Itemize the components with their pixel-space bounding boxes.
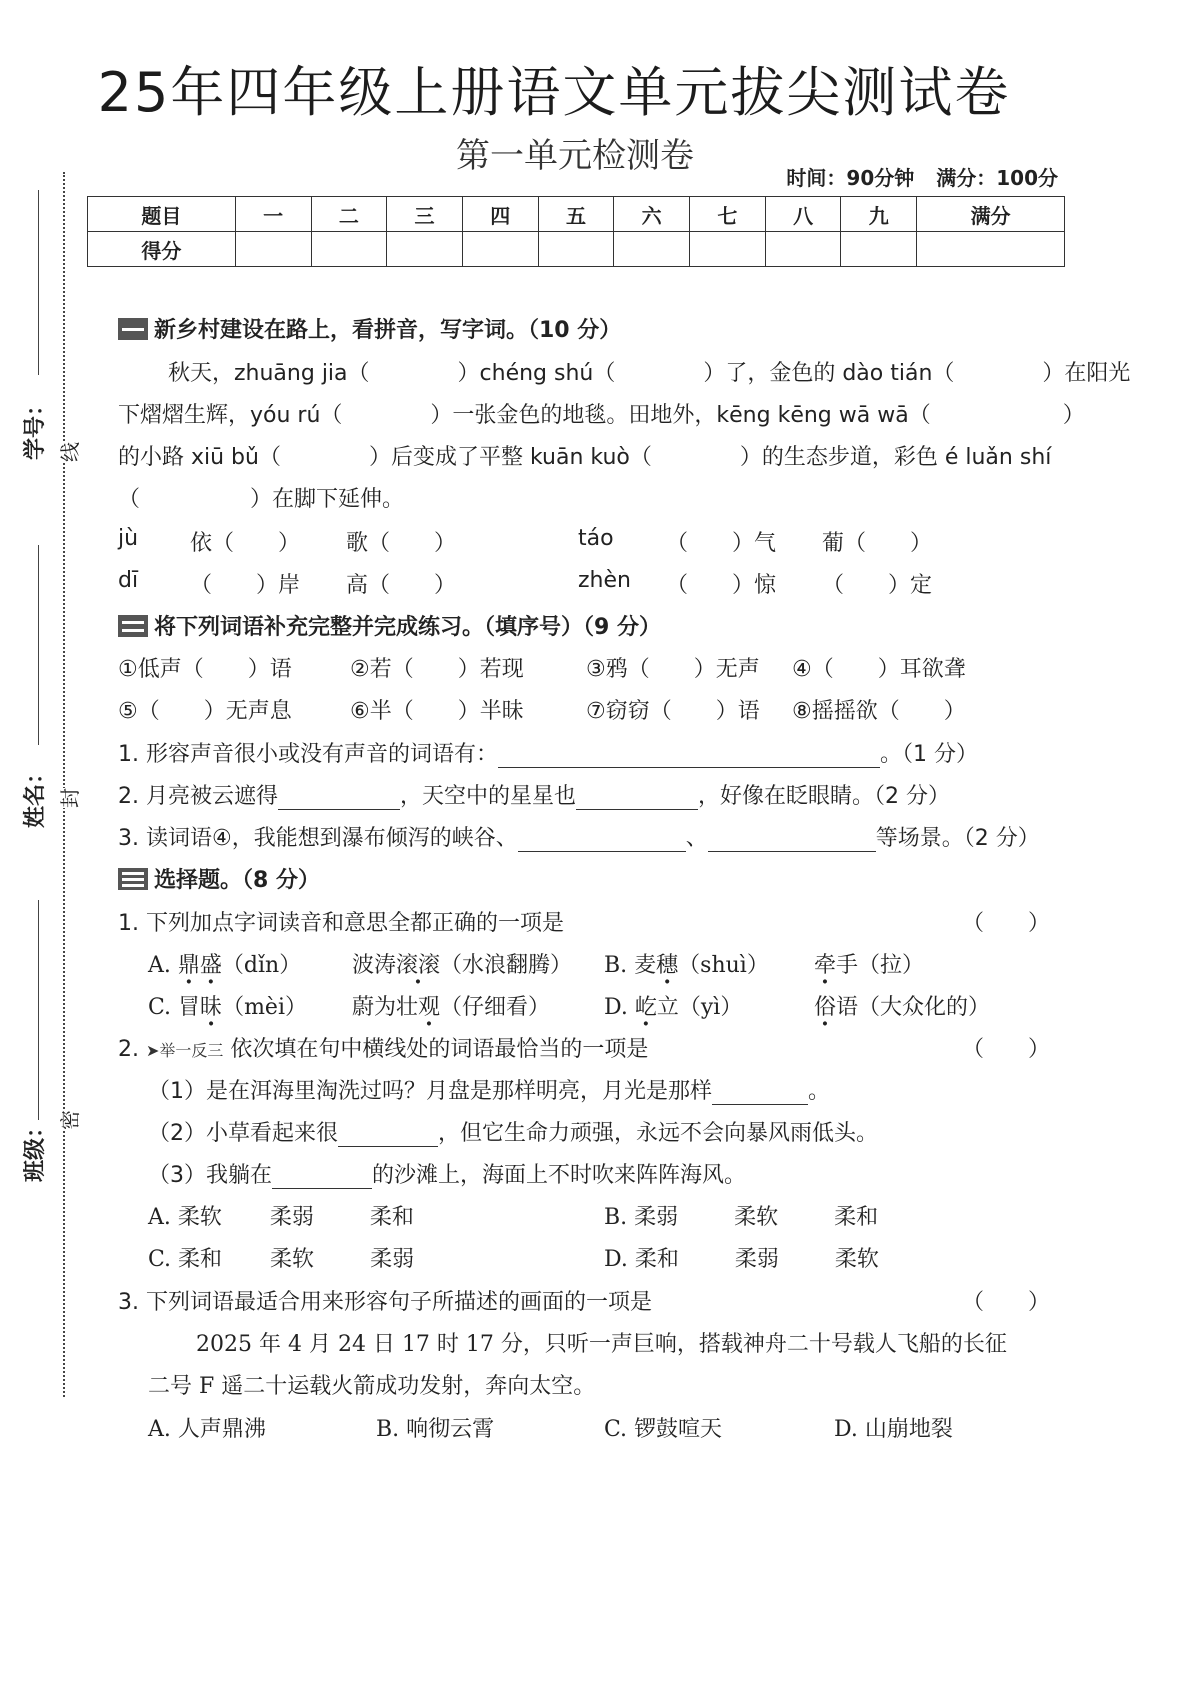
sentence-text: （3）我躺在 bbox=[148, 1163, 272, 1188]
option-word: C. 柔和 bbox=[148, 1247, 223, 1272]
answer-blank[interactable] bbox=[498, 745, 880, 768]
binding-word-seal: 封 bbox=[54, 788, 83, 808]
section1-line: 秋天，zhuāng jia（ ）chéng shú（ ）了，金色的 dào tián（ ）在阳光 bbox=[168, 361, 1131, 386]
option-text: 波涛 bbox=[352, 953, 397, 978]
answer-parentheses[interactable]: （ ） bbox=[961, 1290, 1050, 1315]
score-cell: 二 bbox=[311, 197, 387, 232]
dotted-char: 俗 bbox=[814, 995, 837, 1020]
score-cell: 题目 bbox=[88, 197, 236, 232]
dotted-char: 滚滚 bbox=[396, 953, 441, 978]
class-label: 班级： bbox=[23, 1115, 48, 1182]
choice-option-d[interactable] bbox=[604, 1242, 879, 1273]
answer-blank[interactable] bbox=[338, 1124, 438, 1147]
answer-blank[interactable] bbox=[576, 787, 698, 810]
question-text: ，好像在眨眼睛。（2 分） bbox=[698, 784, 950, 809]
section1-title: 新乡村建设在路上，看拼音，写字词。（10 分） bbox=[154, 318, 622, 343]
sentence-text: （2）小草看起来很 bbox=[148, 1121, 338, 1146]
choice-question-1-stem: 1. 下列加点字词读音和意思全都正确的一项是 bbox=[118, 911, 564, 936]
dotted-char: 穗 bbox=[656, 953, 679, 978]
option-text: （水浪翻腾） bbox=[440, 953, 573, 978]
option-text: 手（拉） bbox=[836, 953, 925, 978]
fill-item[interactable]: 高（ ） bbox=[346, 573, 457, 598]
choice-option-d[interactable]: D. 山崩地裂 bbox=[834, 1417, 953, 1442]
question-number: 2. bbox=[118, 1037, 139, 1062]
paper-title: 25年四年级上册语文单元拔尖测试卷 bbox=[97, 61, 1011, 124]
score-cell: 八 bbox=[765, 197, 841, 232]
idiom-item[interactable]: ②若（ ）若现 bbox=[350, 657, 524, 682]
score-cell: 五 bbox=[538, 197, 614, 232]
answer-blank[interactable] bbox=[272, 1166, 372, 1189]
score-cell: 九 bbox=[841, 197, 917, 232]
idiom-item[interactable]: ⑤（ ）无声息 bbox=[118, 699, 292, 724]
dotted-char: 昧 bbox=[200, 995, 223, 1020]
q2-sentence-1 bbox=[148, 1074, 830, 1105]
question-text: 3. 读词语④，我能想到瀑布倾泻的峡谷、 bbox=[118, 826, 518, 851]
idiom-item[interactable]: ①低声（ ）语 bbox=[118, 657, 292, 682]
option-text: B. 麦 bbox=[604, 953, 657, 978]
score-input-cell[interactable] bbox=[614, 232, 690, 267]
score-row-label: 得分 bbox=[88, 232, 236, 267]
idiom-item[interactable]: ⑦窃窃（ ）语 bbox=[586, 699, 760, 724]
score-cell: 四 bbox=[462, 197, 538, 232]
choice-option-a-2[interactable] bbox=[352, 948, 572, 979]
section1-line: 的小路 xiū bǔ（ ）后变成了平整 kuān kuò（ ）的生态步道，彩色 é luǎn shí bbox=[118, 445, 1052, 470]
choice-option-d-1[interactable] bbox=[604, 990, 742, 1021]
choice-option-b[interactable] bbox=[604, 1200, 878, 1231]
sentence-text: 。 bbox=[808, 1079, 831, 1104]
question-text: 、 bbox=[685, 826, 708, 851]
option-text: A. bbox=[148, 953, 178, 978]
choice-option-c[interactable] bbox=[148, 1242, 414, 1273]
choice-option-d-2[interactable] bbox=[814, 990, 990, 1021]
fill-item[interactable]: （ ）岸 bbox=[190, 573, 301, 598]
score-cell: 三 bbox=[387, 197, 463, 232]
option-word: 柔软 bbox=[270, 1247, 315, 1272]
fill-item[interactable]: 葡（ ） bbox=[822, 531, 933, 556]
answer-blank[interactable] bbox=[708, 829, 876, 852]
option-word: 柔和 bbox=[369, 1205, 414, 1230]
score-input-cell[interactable] bbox=[311, 232, 387, 267]
option-text: （仔细看） bbox=[440, 995, 551, 1020]
section1-line: （ ）在脚下延伸。 bbox=[118, 487, 405, 512]
section2-question-3 bbox=[118, 821, 1040, 852]
option-word: B. 柔弱 bbox=[604, 1205, 679, 1230]
choice-option-a[interactable] bbox=[148, 1200, 414, 1231]
student-id-answer-line[interactable] bbox=[38, 190, 39, 375]
choice-option-c[interactable]: C. 锣鼓喧天 bbox=[604, 1417, 723, 1442]
fill-item[interactable]: 歌（ ） bbox=[346, 531, 457, 556]
q3-passage-line: 2025 年 4 月 24 日 17 时 17 分，只听一声巨响，搭载神舟二十号载人飞船的长征 bbox=[196, 1332, 1007, 1357]
sentence-text: ，但它生命力顽强，永远不会向暴风雨低头。 bbox=[438, 1121, 879, 1146]
score-cell: 满分 bbox=[917, 197, 1065, 232]
option-text: 立（yì） bbox=[656, 995, 743, 1020]
question-text: ，天空中的星星也 bbox=[399, 784, 576, 809]
score-input-cell[interactable] bbox=[765, 232, 841, 267]
section-number-icon-two bbox=[118, 615, 148, 637]
option-text: （mèi） bbox=[222, 995, 307, 1020]
question-text: 依次填在句中横线处的词语最恰当的一项是 bbox=[230, 1037, 649, 1062]
dotted-char: 盛 bbox=[199, 953, 222, 978]
class-answer-line[interactable] bbox=[38, 900, 39, 1120]
option-text: 语（大众化的） bbox=[836, 995, 991, 1020]
question-text: 。（1 分） bbox=[880, 742, 978, 767]
option-word: 柔弱 bbox=[370, 1247, 415, 1272]
fill-item[interactable]: （ ）气 bbox=[666, 531, 777, 556]
score-input-cell[interactable] bbox=[917, 232, 1065, 267]
name-answer-line[interactable] bbox=[38, 545, 39, 745]
section1-title-row bbox=[118, 313, 621, 344]
choice-option-b-1[interactable] bbox=[604, 948, 769, 979]
score-input-cell[interactable] bbox=[235, 232, 311, 267]
score-input-cell[interactable] bbox=[841, 232, 917, 267]
pinyin-tao: táo bbox=[578, 526, 614, 551]
sentence-text: （1）是在洱海里淘洗过吗？月盘是那样明亮，月光是那样 bbox=[148, 1079, 712, 1104]
score-cell: 一 bbox=[235, 197, 311, 232]
option-text: C. 冒 bbox=[148, 995, 201, 1020]
name-label: 姓名： bbox=[23, 761, 48, 828]
question-text: 1. 形容声音很小或没有声音的词语有： bbox=[118, 742, 498, 767]
choice-option-b[interactable]: B. 响彻云霄 bbox=[376, 1417, 495, 1442]
q2-sentence-2 bbox=[148, 1116, 878, 1147]
dotted-char: 观 bbox=[418, 995, 441, 1020]
idiom-item[interactable]: ④（ ）耳欲聋 bbox=[792, 657, 966, 682]
time-limit: 时间：90分钟 bbox=[786, 166, 915, 190]
section1-line: 下熠熠生辉，yóu rú（ ）一张金色的地毯。田地外，kēng kēng wā wā（ ） bbox=[118, 403, 1085, 428]
score-cell: 六 bbox=[614, 197, 690, 232]
score-input-cell[interactable] bbox=[690, 232, 766, 267]
question-text: 2. 月亮被云遮得 bbox=[118, 784, 278, 809]
answer-blank[interactable] bbox=[278, 787, 400, 810]
answer-parentheses[interactable]: （ ） bbox=[961, 1037, 1050, 1062]
answer-blank[interactable] bbox=[712, 1082, 808, 1105]
section3-title: 选择题。（8 分） bbox=[154, 868, 320, 893]
choice-option-b-2[interactable] bbox=[814, 948, 924, 979]
binding-word-secret: 密 bbox=[54, 1110, 83, 1130]
q2-sentence-3 bbox=[148, 1158, 746, 1189]
fill-item[interactable]: （ ）惊 bbox=[666, 573, 777, 598]
pinyin-zhen: zhèn bbox=[578, 568, 631, 593]
score-table bbox=[87, 196, 1065, 267]
q3-passage-line: 二号 F 遥二十运载火箭成功发射，奔向太空。 bbox=[148, 1374, 596, 1399]
sentence-text: 的沙滩上，海面上不时吹来阵阵海风。 bbox=[372, 1163, 747, 1188]
answer-parentheses[interactable]: （ ） bbox=[961, 911, 1050, 936]
answer-blank[interactable] bbox=[518, 829, 686, 852]
idiom-item[interactable]: ③鸦（ ）无声 bbox=[586, 657, 760, 682]
dotted-char: 牵 bbox=[814, 953, 837, 978]
score-cell: 七 bbox=[690, 197, 766, 232]
paper-subtitle: 第一单元检测卷 bbox=[456, 136, 694, 176]
option-text: 蔚为壮 bbox=[352, 995, 419, 1020]
section2-title-row bbox=[118, 610, 661, 641]
question-text: 等场景。（2 分） bbox=[875, 826, 1040, 851]
section3-title-row bbox=[118, 863, 320, 894]
tag-label: ➤举一反三 bbox=[146, 1041, 224, 1060]
section2-question-2 bbox=[118, 779, 950, 810]
pinyin-di: dī bbox=[118, 568, 139, 593]
score-input-cell[interactable] bbox=[387, 232, 463, 267]
option-word: D. 柔和 bbox=[604, 1247, 679, 1272]
choice-question-3-stem: 3. 下列词语最适合用来形容句子所描述的画面的一项是 bbox=[118, 1290, 652, 1315]
dotted-char: 鼎 bbox=[177, 953, 200, 978]
option-text: （shuì） bbox=[678, 953, 769, 978]
dotted-char: 屹 bbox=[634, 995, 657, 1020]
option-word: 柔软 bbox=[834, 1247, 879, 1272]
score-table-header-row bbox=[88, 197, 1065, 232]
idiom-item[interactable]: ⑥半（ ）半昧 bbox=[350, 699, 524, 724]
option-word: A. 柔软 bbox=[148, 1205, 222, 1230]
option-word: 柔软 bbox=[734, 1205, 779, 1230]
pinyin-ju: jù bbox=[118, 526, 139, 551]
fill-item[interactable]: 依（ ） bbox=[190, 531, 301, 556]
section2-title: 将下列词语补充完整并完成练习。（填序号）（9 分） bbox=[154, 615, 661, 640]
student-id-label: 学号： bbox=[23, 393, 48, 460]
choice-question-2-stem bbox=[118, 1032, 648, 1063]
score-input-cell[interactable] bbox=[538, 232, 614, 267]
binding-dotted-line bbox=[63, 172, 65, 1397]
option-word: 柔弱 bbox=[269, 1205, 314, 1230]
option-word: 柔弱 bbox=[734, 1247, 779, 1272]
fill-item[interactable]: （ ）定 bbox=[822, 573, 933, 598]
choice-option-c-2[interactable] bbox=[352, 990, 550, 1021]
full-score: 满分：100分 bbox=[936, 166, 1058, 190]
choice-option-a[interactable]: A. 人声鼎沸 bbox=[148, 1417, 266, 1442]
idiom-item[interactable]: ⑧摇摇欲（ ） bbox=[792, 699, 966, 724]
score-table-score-row bbox=[88, 232, 1065, 267]
choice-option-c-1[interactable] bbox=[148, 990, 307, 1021]
option-text: （dǐn） bbox=[221, 953, 302, 978]
option-word: 柔和 bbox=[834, 1205, 879, 1230]
option-text: D. bbox=[604, 995, 635, 1020]
section-number-icon-one bbox=[118, 318, 148, 340]
time-and-score bbox=[786, 162, 1058, 191]
binding-word-line: 线 bbox=[54, 442, 83, 462]
section-number-icon-three bbox=[118, 868, 148, 890]
section2-question-1 bbox=[118, 737, 978, 768]
score-input-cell[interactable] bbox=[462, 232, 538, 267]
choice-option-a-1[interactable] bbox=[148, 948, 301, 979]
